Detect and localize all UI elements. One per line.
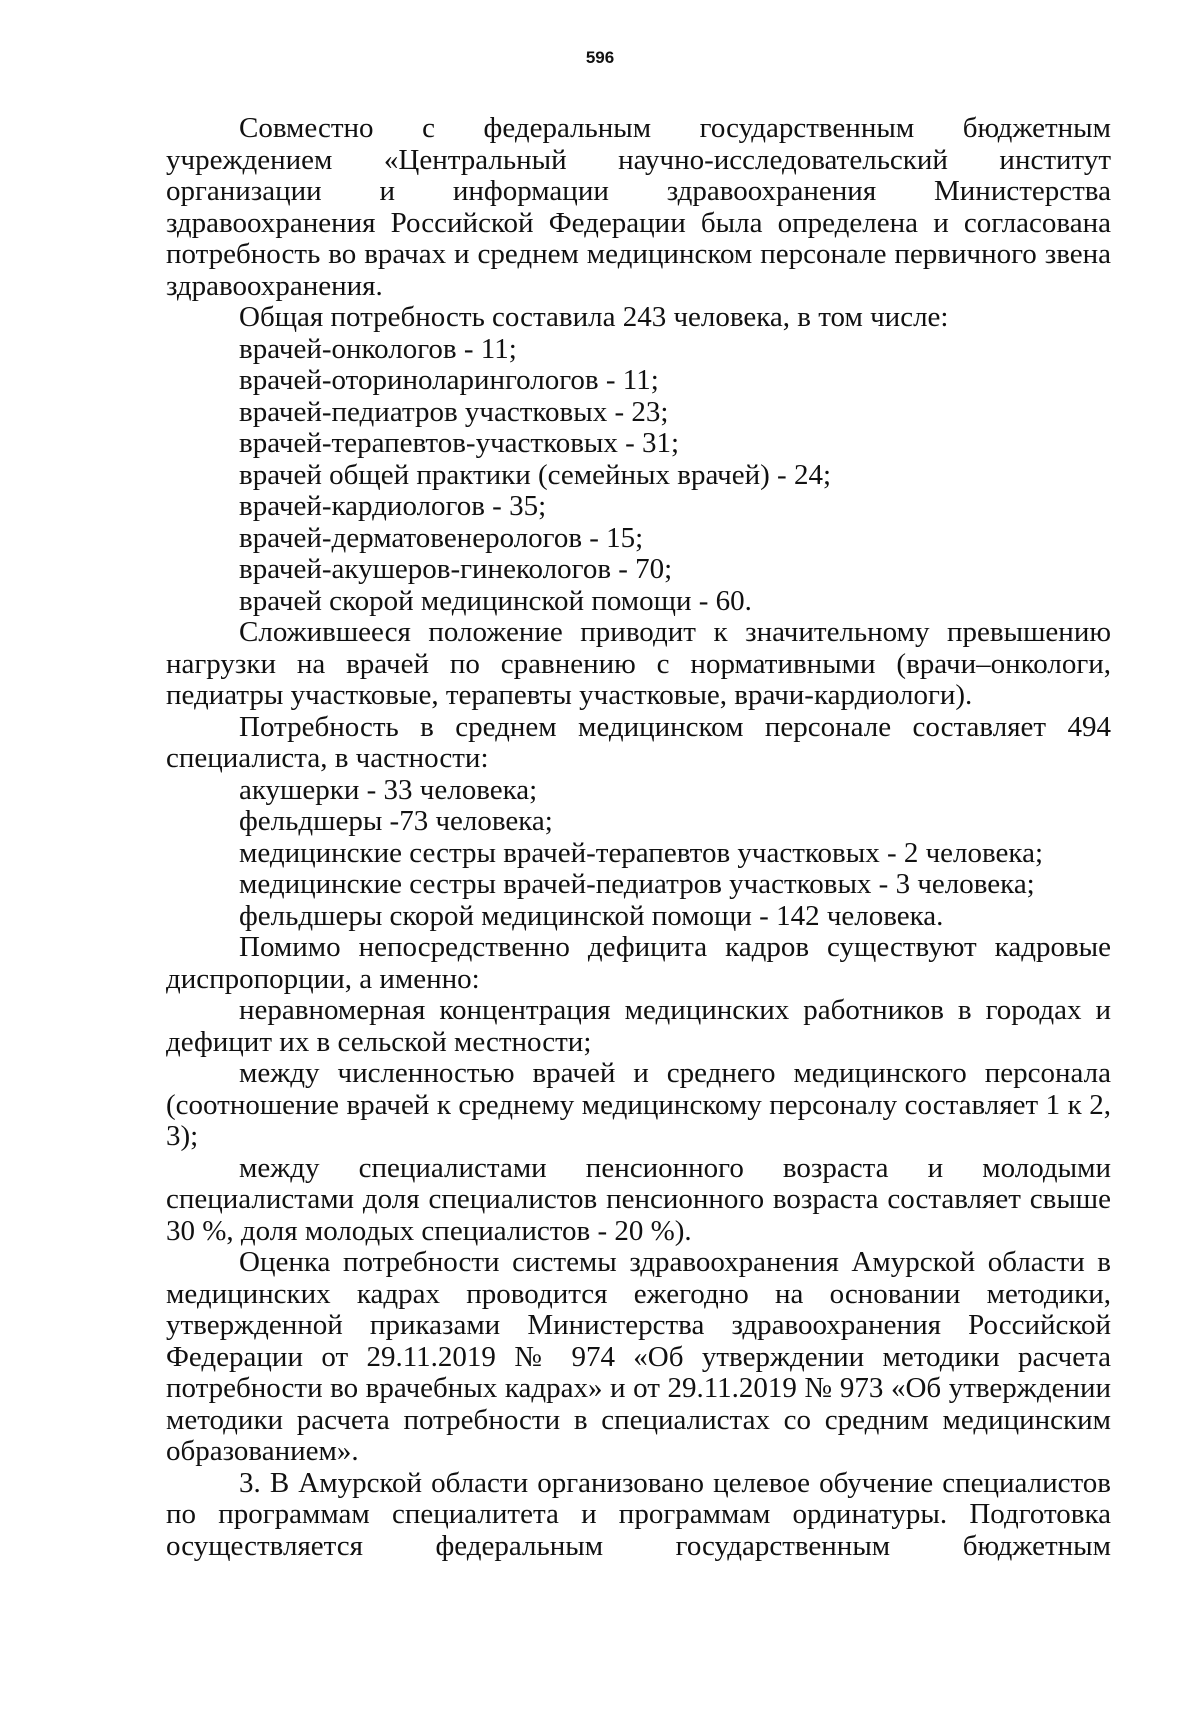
list-item: врачей-педиатров участковых - 23; <box>239 395 669 428</box>
paragraph-total-need: Общая потребность составила 243 человека, в том числе: <box>239 301 949 333</box>
paragraph-assessment: Оценка потребности системы здравоохранения Амурской области в медицинских кадрах проводится ежегодно на основании методики, утвержденной приказами Министерства здравоохранения Российской Федерации от 29.11.2019 № 974 «Об утверждении методики расчета потребности во врачебных кадрах» и от 29.11.2019 № 973 «Об утверждении методики расчета потребности в специалистах со средним медицинским образованием». <box>166 1246 1111 1467</box>
list-item: врачей-терапевтов-участковых - 31; <box>239 427 680 459</box>
paragraph-nurse-need: Потребность в среднем медицинском персонале составляет 494 специалиста, в частности: <box>166 710 1111 774</box>
document-body <box>166 113 1111 1562</box>
disproportion-item-ratio: между численностью врачей и среднего медицинского персонала (соотношение врачей к среднему медицинскому персоналу составляет 1 к 2, 3); <box>166 1057 1111 1152</box>
list-item: фельдшеры -73 человека; <box>239 805 553 837</box>
list-item: врачей скорой медицинской помощи - 60. <box>239 584 752 617</box>
list-item: врачей-акушеров-гинекологов - 70; <box>239 553 673 585</box>
list-item: врачей-оториноларингологов - 11; <box>239 364 659 396</box>
paragraph-disproportions: Помимо непосредственно дефицита кадров существуют кадровые диспропорции, а именно: <box>166 931 1111 995</box>
page-number: 596 <box>585 48 615 67</box>
list-item: медицинские сестры врачей-педиатров участковых - 3 человека; <box>239 868 1035 900</box>
list-item: врачей-онкологов - 11; <box>239 332 517 365</box>
nurses-list <box>166 775 1111 933</box>
paragraph-federal-institute: Совместно с федеральным государственным бюджетным учреждением «Центральный научно-исследовательский институт организации и информации здравоохранения Министерства здравоохранения Российской Федерации была определена и согласована потребность во врачах и среднем медицинском персонале первичного звена здравоохранения. <box>166 112 1111 302</box>
disproportion-item-age: между специалистами пенсионного возраста и молодыми специалистами доля специалистов пенсионного возраста составляет свыше 30 %, доля молодых специалистов - 20 %). <box>166 1151 1111 1247</box>
paragraph-targeted-training: 3. В Амурской области организовано целевое обучение специалистов по программам специалитета и программам ординатуры. Подготовка осуществляется федеральным государственным бюджетным <box>166 1466 1111 1562</box>
list-item: врачей-кардиологов - 35; <box>239 490 547 522</box>
doctors-list <box>166 334 1111 618</box>
list-item: медицинские сестры врачей-терапевтов участковых - 2 человека; <box>239 836 1043 869</box>
paragraph-workload: Сложившееся положение приводит к значительному превышению нагрузки на врачей по сравнению с нормативными (врачи–онкологи, педиатры участковые, терапевты участковые, врачи-кардиологи). <box>166 616 1111 711</box>
list-item: врачей общей практики (семейных врачей) - 24; <box>239 458 832 491</box>
list-item: фельдшеры скорой медицинской помощи - 142 человека. <box>239 899 944 932</box>
disproportion-item-rural: неравномерная концентрация медицинских работников в городах и дефицит их в сельской местности; <box>166 994 1111 1058</box>
list-item: врачей-дерматовенерологов - 15; <box>239 521 644 554</box>
list-item: акушерки - 33 человека; <box>239 773 538 806</box>
